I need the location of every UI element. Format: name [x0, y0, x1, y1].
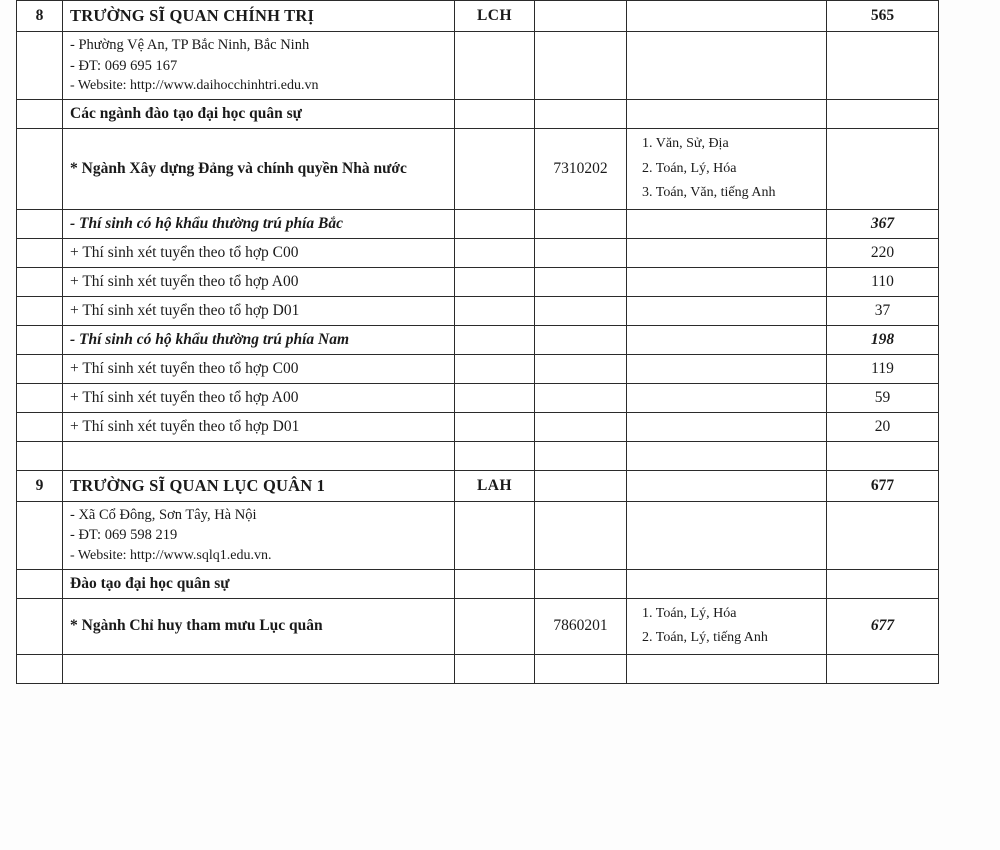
major-code [535, 209, 627, 238]
combination-list [634, 602, 819, 651]
school-code [455, 383, 535, 412]
quota-value: 20 [827, 412, 939, 441]
school-code [455, 267, 535, 296]
major-code: 7310202 [535, 129, 627, 210]
combination-item: 2. Toán, Lý, tiếng Anh [642, 630, 768, 646]
major-code [535, 412, 627, 441]
major-code [535, 441, 627, 470]
row-number [17, 209, 63, 238]
table-row [17, 209, 939, 238]
major-code [535, 296, 627, 325]
quota-value [827, 654, 939, 683]
combination-cell [627, 296, 827, 325]
major-code [535, 32, 627, 100]
school-title: TRƯỜNG SĨ QUAN CHÍNH TRỊ [70, 6, 315, 25]
school-code [455, 501, 535, 569]
row-number [17, 383, 63, 412]
combination-cell [627, 209, 827, 238]
website-line: - Website: http://www.daihocchinhtri.edu.vn [70, 78, 319, 94]
combination-cell [627, 412, 827, 441]
major-code [535, 238, 627, 267]
major-code [535, 654, 627, 683]
major-code [535, 354, 627, 383]
combination-item: 1. Toán, Lý, Hóa [642, 605, 737, 621]
table-row [17, 238, 939, 267]
major-code [535, 569, 627, 598]
school-code [455, 129, 535, 210]
item-name: + Thí sinh xét tuyển theo tổ hợp D01 [63, 296, 455, 325]
phone-line: - ĐT: 069 695 167 [70, 57, 178, 74]
row-number [17, 32, 63, 100]
empty-cell [63, 654, 455, 683]
group-name: - Thí sinh có hộ khẩu thường trú phía Nam [63, 325, 455, 354]
quota-value [827, 501, 939, 569]
major-code [535, 383, 627, 412]
combination-cell [627, 325, 827, 354]
item-name: + Thí sinh xét tuyển theo tổ hợp D01 [63, 412, 455, 441]
phone-line: - ĐT: 069 598 219 [70, 527, 178, 544]
quota-value: 367 [827, 209, 939, 238]
row-number [17, 354, 63, 383]
combination-item: 3. Toán, Văn, tiếng Anh [642, 185, 776, 201]
major-code [535, 501, 627, 569]
row-number [17, 238, 63, 267]
combination-cell [627, 383, 827, 412]
table-row [17, 129, 939, 210]
combination-cell [627, 100, 827, 129]
school-code [455, 441, 535, 470]
address-line: - Xã Cổ Đông, Sơn Tây, Hà Nội [70, 506, 257, 523]
item-name: + Thí sinh xét tuyển theo tổ hợp C00 [63, 238, 455, 267]
school-code [455, 100, 535, 129]
row-name [63, 470, 455, 501]
table-row [17, 470, 939, 501]
table-row [17, 354, 939, 383]
school-code [455, 598, 535, 654]
quota-value: 677 [827, 598, 939, 654]
school-code [455, 32, 535, 100]
combination-cell [627, 32, 827, 100]
table-row [17, 296, 939, 325]
row-number [17, 441, 63, 470]
section-heading: Đào tạo đại học quân sự [63, 569, 455, 598]
school-code [455, 654, 535, 683]
major-code [535, 325, 627, 354]
table-row [17, 383, 939, 412]
group-name: - Thí sinh có hộ khẩu thường trú phía Bắc [63, 209, 455, 238]
school-code: LAH [455, 470, 535, 501]
combination-cell [627, 501, 827, 569]
major-code: 7860201 [535, 598, 627, 654]
row-number [17, 501, 63, 569]
school-code [455, 354, 535, 383]
table-row-spacer [17, 441, 939, 470]
combination-cell [627, 354, 827, 383]
combination-item: 2. Toán, Lý, Hóa [642, 160, 737, 176]
quota-value: 59 [827, 383, 939, 412]
admission-quota-table [16, 0, 939, 684]
address-line: - Phường Vệ An, TP Bắc Ninh, Bắc Ninh [70, 37, 310, 53]
major-code [535, 267, 627, 296]
quota-value: 37 [827, 296, 939, 325]
quota-value [827, 100, 939, 129]
combination-cell [627, 129, 827, 210]
school-code [455, 325, 535, 354]
major-name: * Ngành Xây dựng Đảng và chính quyền Nhà nước [63, 129, 455, 210]
row-contact-info [63, 501, 455, 569]
school-code [455, 412, 535, 441]
row-number [17, 267, 63, 296]
row-number [17, 412, 63, 441]
table-row-spacer [17, 654, 939, 683]
row-number [17, 654, 63, 683]
combination-cell [627, 238, 827, 267]
quota-value [827, 441, 939, 470]
row-contact-info [63, 32, 455, 100]
row-number [17, 325, 63, 354]
row-number: 9 [17, 470, 63, 501]
school-code [455, 569, 535, 598]
row-number [17, 598, 63, 654]
row-number [17, 296, 63, 325]
table-row [17, 569, 939, 598]
school-code [455, 209, 535, 238]
school-title: TRƯỜNG SĨ QUAN LỤC QUÂN 1 [70, 475, 326, 495]
quota-value [827, 129, 939, 210]
school-code [455, 238, 535, 267]
row-name [63, 1, 455, 32]
table-row [17, 1, 939, 32]
combination-cell [627, 441, 827, 470]
table-row [17, 325, 939, 354]
row-number [17, 569, 63, 598]
combination-list [634, 132, 819, 206]
quota-value: 677 [827, 470, 939, 501]
row-number [17, 129, 63, 210]
combination-cell [627, 1, 827, 32]
item-name: + Thí sinh xét tuyển theo tổ hợp A00 [63, 267, 455, 296]
quota-value: 119 [827, 354, 939, 383]
combination-cell [627, 470, 827, 501]
combination-cell [627, 569, 827, 598]
quota-value [827, 569, 939, 598]
empty-cell [63, 441, 455, 470]
row-number: 8 [17, 1, 63, 32]
school-code: LCH [455, 1, 535, 32]
website-line: - Website: http://www.sqlq1.edu.vn. [70, 547, 272, 563]
table-row [17, 100, 939, 129]
item-name: + Thí sinh xét tuyển theo tổ hợp C00 [63, 354, 455, 383]
table-row [17, 598, 939, 654]
item-name: + Thí sinh xét tuyển theo tổ hợp A00 [63, 383, 455, 412]
major-code [535, 470, 627, 501]
quota-value: 220 [827, 238, 939, 267]
school-code [455, 296, 535, 325]
quota-value: 198 [827, 325, 939, 354]
quota-value: 110 [827, 267, 939, 296]
table-row [17, 501, 939, 569]
combination-item: 1. Văn, Sử, Địa [642, 136, 729, 152]
major-code [535, 1, 627, 32]
combination-cell [627, 654, 827, 683]
quota-value: 565 [827, 1, 939, 32]
table-row [17, 267, 939, 296]
table-row [17, 32, 939, 100]
combination-cell [627, 598, 827, 654]
major-name: * Ngành Chỉ huy tham mưu Lục quân [63, 598, 455, 654]
section-heading: Các ngành đào tạo đại học quân sự [63, 100, 455, 129]
quota-value [827, 32, 939, 100]
row-number [17, 100, 63, 129]
combination-cell [627, 267, 827, 296]
major-code [535, 100, 627, 129]
table-row [17, 412, 939, 441]
